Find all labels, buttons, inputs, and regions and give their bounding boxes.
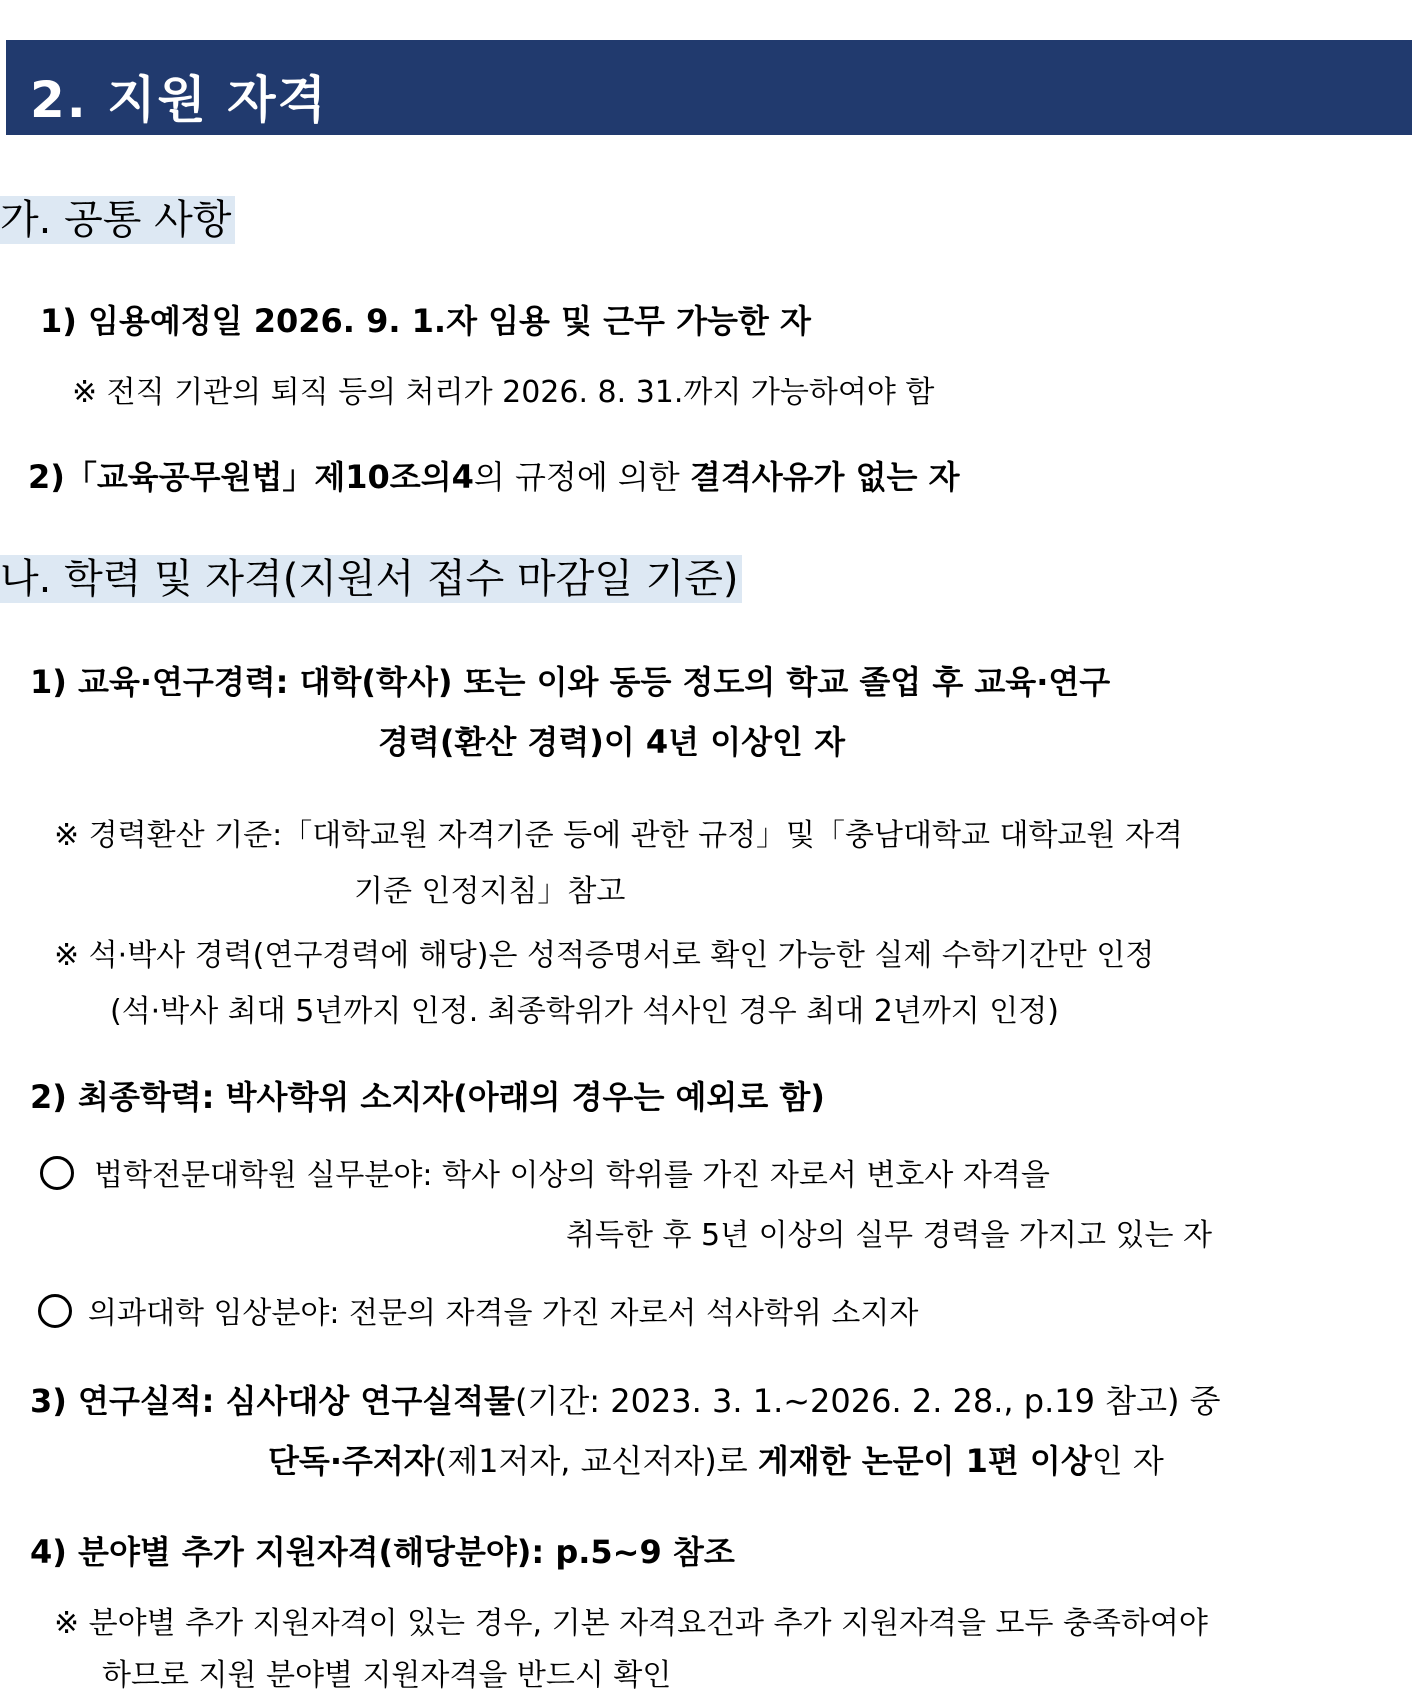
qualification-item-4: 4) 분야별 추가 지원자격(해당분야): p.5~9 참조 bbox=[30, 1533, 735, 1571]
career-note-1-line-1: ※ 경력환산 기준:「대학교원 자격기준 등에 관한 규정」및「충남대학교 대학교원 자격 bbox=[54, 818, 1183, 853]
circle-bullet-icon bbox=[38, 1294, 72, 1328]
section-banner bbox=[6, 40, 1412, 135]
item-3-period: (기간: 2023. 3. 1.~2026. 2. 28., p.19 참고) 중 bbox=[514, 1382, 1221, 1420]
common-item-2-middle: 의 규정에 의한 bbox=[473, 458, 690, 496]
item-3-author-detail: (제1저자, 교신저자)로 bbox=[434, 1442, 758, 1480]
field-note-line-1: ※ 분야별 추가 지원자격이 있는 경우, 기본 자격요건과 추가 지원자격을 모두 충족하여야 bbox=[54, 1606, 1208, 1641]
qualification-item-1-line-1: 1) 교육·연구경력: 대학(학사) 또는 이와 동등 정도의 학교 졸업 후 교육·연구 bbox=[30, 663, 1111, 701]
common-item-2 bbox=[28, 452, 959, 498]
common-item-1-note: ※ 전직 기관의 퇴직 등의 처리가 2026. 8. 31.까지 가능하여야 함 bbox=[72, 375, 935, 410]
item-3-requirement: 게재한 논문이 1편 이상 bbox=[757, 1442, 1092, 1480]
exception-law-text: 법학전문대학원 실무분야: 학사 이상의 학위를 가진 자로서 변호사 자격을 bbox=[94, 1158, 1050, 1193]
common-item-2-law: 2)「교육공무원법」제10조의4 bbox=[28, 458, 474, 496]
item-3-label: 3) 연구실적: 심사대상 연구실적물 bbox=[30, 1382, 515, 1420]
exception-medical-text: 의과대학 임상분야: 전문의 자격을 가진 자로서 석사학위 소지자 bbox=[88, 1296, 919, 1331]
common-item-2-emphasis: 결격사유가 없는 자 bbox=[689, 458, 960, 496]
field-note-line-2: 하므로 지원 분야별 지원자격을 반드시 확인 bbox=[102, 1658, 672, 1693]
item-3-suffix: 인 자 bbox=[1091, 1442, 1164, 1480]
career-note-2-line-2: (석·박사 최대 5년까지 인정. 최종학위가 석사인 경우 최대 2년까지 인정) bbox=[110, 994, 1059, 1029]
qualification-item-3-line-1 bbox=[30, 1376, 1221, 1422]
qualification-heading-main: 나. 학력 및 자격 bbox=[0, 556, 283, 602]
section-title: 2. 지원 자격 bbox=[30, 71, 328, 129]
qualification-item-3-line-2 bbox=[268, 1436, 1164, 1482]
subsection-heading-qualification bbox=[0, 555, 742, 603]
exception-law-line-2: 취득한 후 5년 이상의 실무 경력을 가지고 있는 자 bbox=[566, 1218, 1212, 1253]
career-note-1-line-2: 기준 인정지침」참고 bbox=[354, 874, 626, 909]
circle-bullet-icon bbox=[40, 1156, 74, 1190]
common-item-1: 1) 임용예정일 2026. 9. 1.자 임용 및 근무 가능한 자 bbox=[40, 302, 811, 340]
exception-law-line-1 bbox=[40, 1150, 1050, 1194]
subsection-heading-common: 가. 공통 사항 bbox=[0, 196, 235, 244]
qualification-item-1-line-2: 경력(환산 경력)이 4년 이상인 자 bbox=[378, 723, 846, 761]
qualification-item-2: 2) 최종학력: 박사학위 소지자(아래의 경우는 예외로 함) bbox=[30, 1078, 825, 1116]
exception-medical bbox=[38, 1288, 918, 1332]
item-3-author: 단독·주저자 bbox=[268, 1442, 435, 1480]
qualification-heading-suffix: (지원서 접수 마감일 기준) bbox=[282, 556, 739, 602]
career-note-2-line-1: ※ 석·박사 경력(연구경력에 해당)은 성적증명서로 확인 가능한 실제 수학기간만 인정 bbox=[54, 938, 1155, 973]
